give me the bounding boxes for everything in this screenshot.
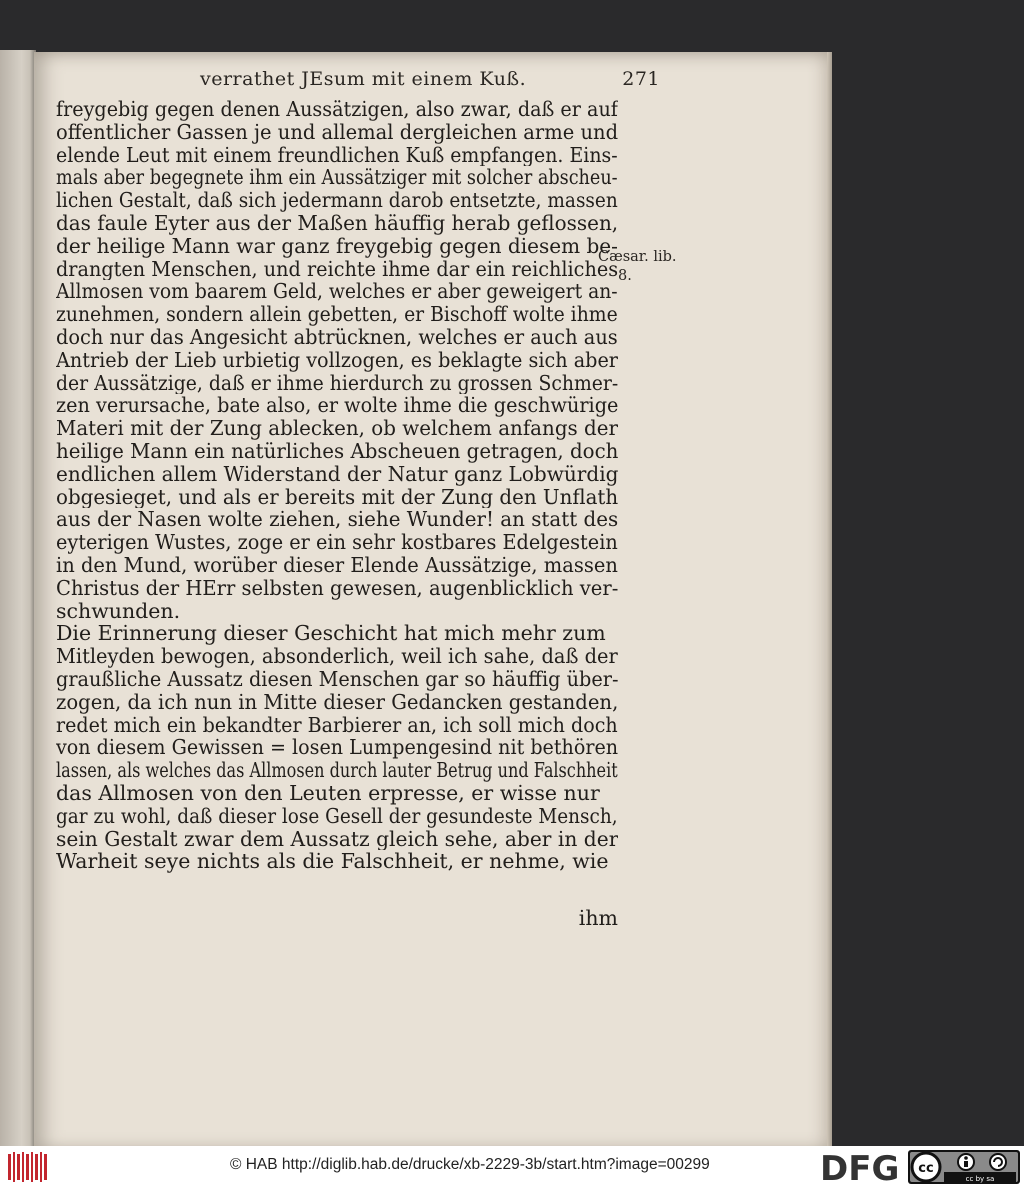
svg-text:cc: cc xyxy=(918,1161,934,1176)
text-line: mals aber begegnete ihm ein Aussätziger mit solcher abscheu- xyxy=(56,166,618,190)
body-text xyxy=(56,98,618,873)
text-line: der Aussätzige, daß er ihme hierdurch zu grossen Schmer- xyxy=(56,371,618,395)
page-edge xyxy=(827,52,832,1152)
text-line: redet mich ein bekandter Barbierer an, ich soll mich doch xyxy=(56,713,618,737)
text-line: Materi mit der Zung ablecken, ob welchem anfangs der xyxy=(56,417,618,440)
dfg-logo-text: DFG xyxy=(820,1149,900,1185)
text-line: das Allmosen von den Leuten erpresse, er wisse nur xyxy=(56,781,600,805)
text-line: offentlicher Gassen je und allemal dergleichen arme und xyxy=(56,120,618,144)
text-line: freygebig gegen denen Aussätzigen, also zwar, daß er auf xyxy=(56,98,618,121)
text-line: aus der Nasen wolte ziehen, siehe Wunder! an statt des xyxy=(56,508,618,532)
marginal-note-line: 8. xyxy=(618,268,632,284)
text-line: zogen, da ich nun in Mitte dieser Gedancken gestanden, xyxy=(56,690,618,714)
cc-license-icon[interactable] xyxy=(908,1150,1020,1184)
text-line: Antrieb der Lieb urbietig vollzogen, es beklagte sich aber xyxy=(56,348,618,372)
barcode-icon xyxy=(6,1150,50,1184)
text-line: zen verursache, bate also, er wolte ihme die geschwürige xyxy=(56,394,618,418)
text-line: Warheit seye nichts als die Falschheit, er nehme, wie xyxy=(56,850,609,874)
text-line: von diesem Gewissen = losen Lumpengesind nit bethören xyxy=(56,736,618,760)
footer-bar xyxy=(0,1146,1024,1187)
running-title: verrathet JEsum mit einem Kuß. xyxy=(200,68,527,90)
catchword: ihm xyxy=(578,906,618,930)
text-line: obgesieget, und als er bereits mit der Zung den Unflath xyxy=(56,485,618,509)
text-line: gar zu wohl, daß dieser lose Gesell der gesundeste Mensch, xyxy=(56,804,618,828)
cc-license-text: cc by sa xyxy=(965,1175,995,1183)
marginal-note-line: Cæsar. lib. xyxy=(598,249,677,265)
text-line: Allmosen vom baarem Geld, welches er aber geweigert an- xyxy=(56,280,618,304)
text-line: das faule Eyter aus der Maßen häuffig herab geflossen, xyxy=(56,211,618,235)
text-line: sein Gestalt zwar dem Aussatz gleich sehe, aber in der xyxy=(56,827,618,851)
text-line: in den Mund, worüber dieser Elende Aussätzige, massen xyxy=(56,553,618,577)
text-line: zunehmen, sondern allein gebetten, er Bischoff wolte ihme xyxy=(56,303,618,326)
text-line: schwunden. xyxy=(56,599,181,623)
text-line: graußliche Aussatz diesen Menschen gar so häuffig über- xyxy=(56,667,618,691)
page-number: 271 xyxy=(622,68,660,90)
text-line: Mitleyden bewogen, absonderlich, weil ich sahe, daß der xyxy=(56,645,618,668)
text-line: endlichen allem Widerstand der Natur ganz Lobwürdig xyxy=(56,462,618,486)
text-line: Die Erinnerung dieser Geschicht hat mich mehr zum xyxy=(56,622,606,646)
page-header xyxy=(200,68,660,96)
dfg-logo xyxy=(818,1149,904,1185)
text-line: drangten Menschen, und reichte ihme dar ein reichliches xyxy=(56,257,618,281)
text-line: heilige Mann ein natürliches Abscheuen getragen, doch xyxy=(56,439,618,463)
text-line: lichen Gestalt, daß sich jedermann darob entsetzte, massen xyxy=(56,189,618,212)
previous-page-edge xyxy=(0,50,36,1150)
text-line: elende Leut mit einem freundlichen Kuß empfangen. Eins- xyxy=(56,143,618,167)
text-line: eyterigen Wustes, zoge er ein sehr kostbares Edelgestein xyxy=(56,531,618,554)
marginal-note xyxy=(598,248,718,286)
text-line: der heilige Mann war ganz freygebig gegen diesem be- xyxy=(56,234,618,258)
text-line: doch nur das Angesicht abtrücknen, welches er auch aus xyxy=(56,325,618,349)
text-line: Christus der HErr selbsten gewesen, augenblicklich ver- xyxy=(56,576,618,600)
text-line: lassen, als welches das Allmosen durch lauter Betrug und Falschheit xyxy=(56,759,618,782)
copyright-credit[interactable]: © HAB http://diglib.hab.de/drucke/xb-2229-3b/start.htm?image=00299 xyxy=(230,1156,710,1173)
